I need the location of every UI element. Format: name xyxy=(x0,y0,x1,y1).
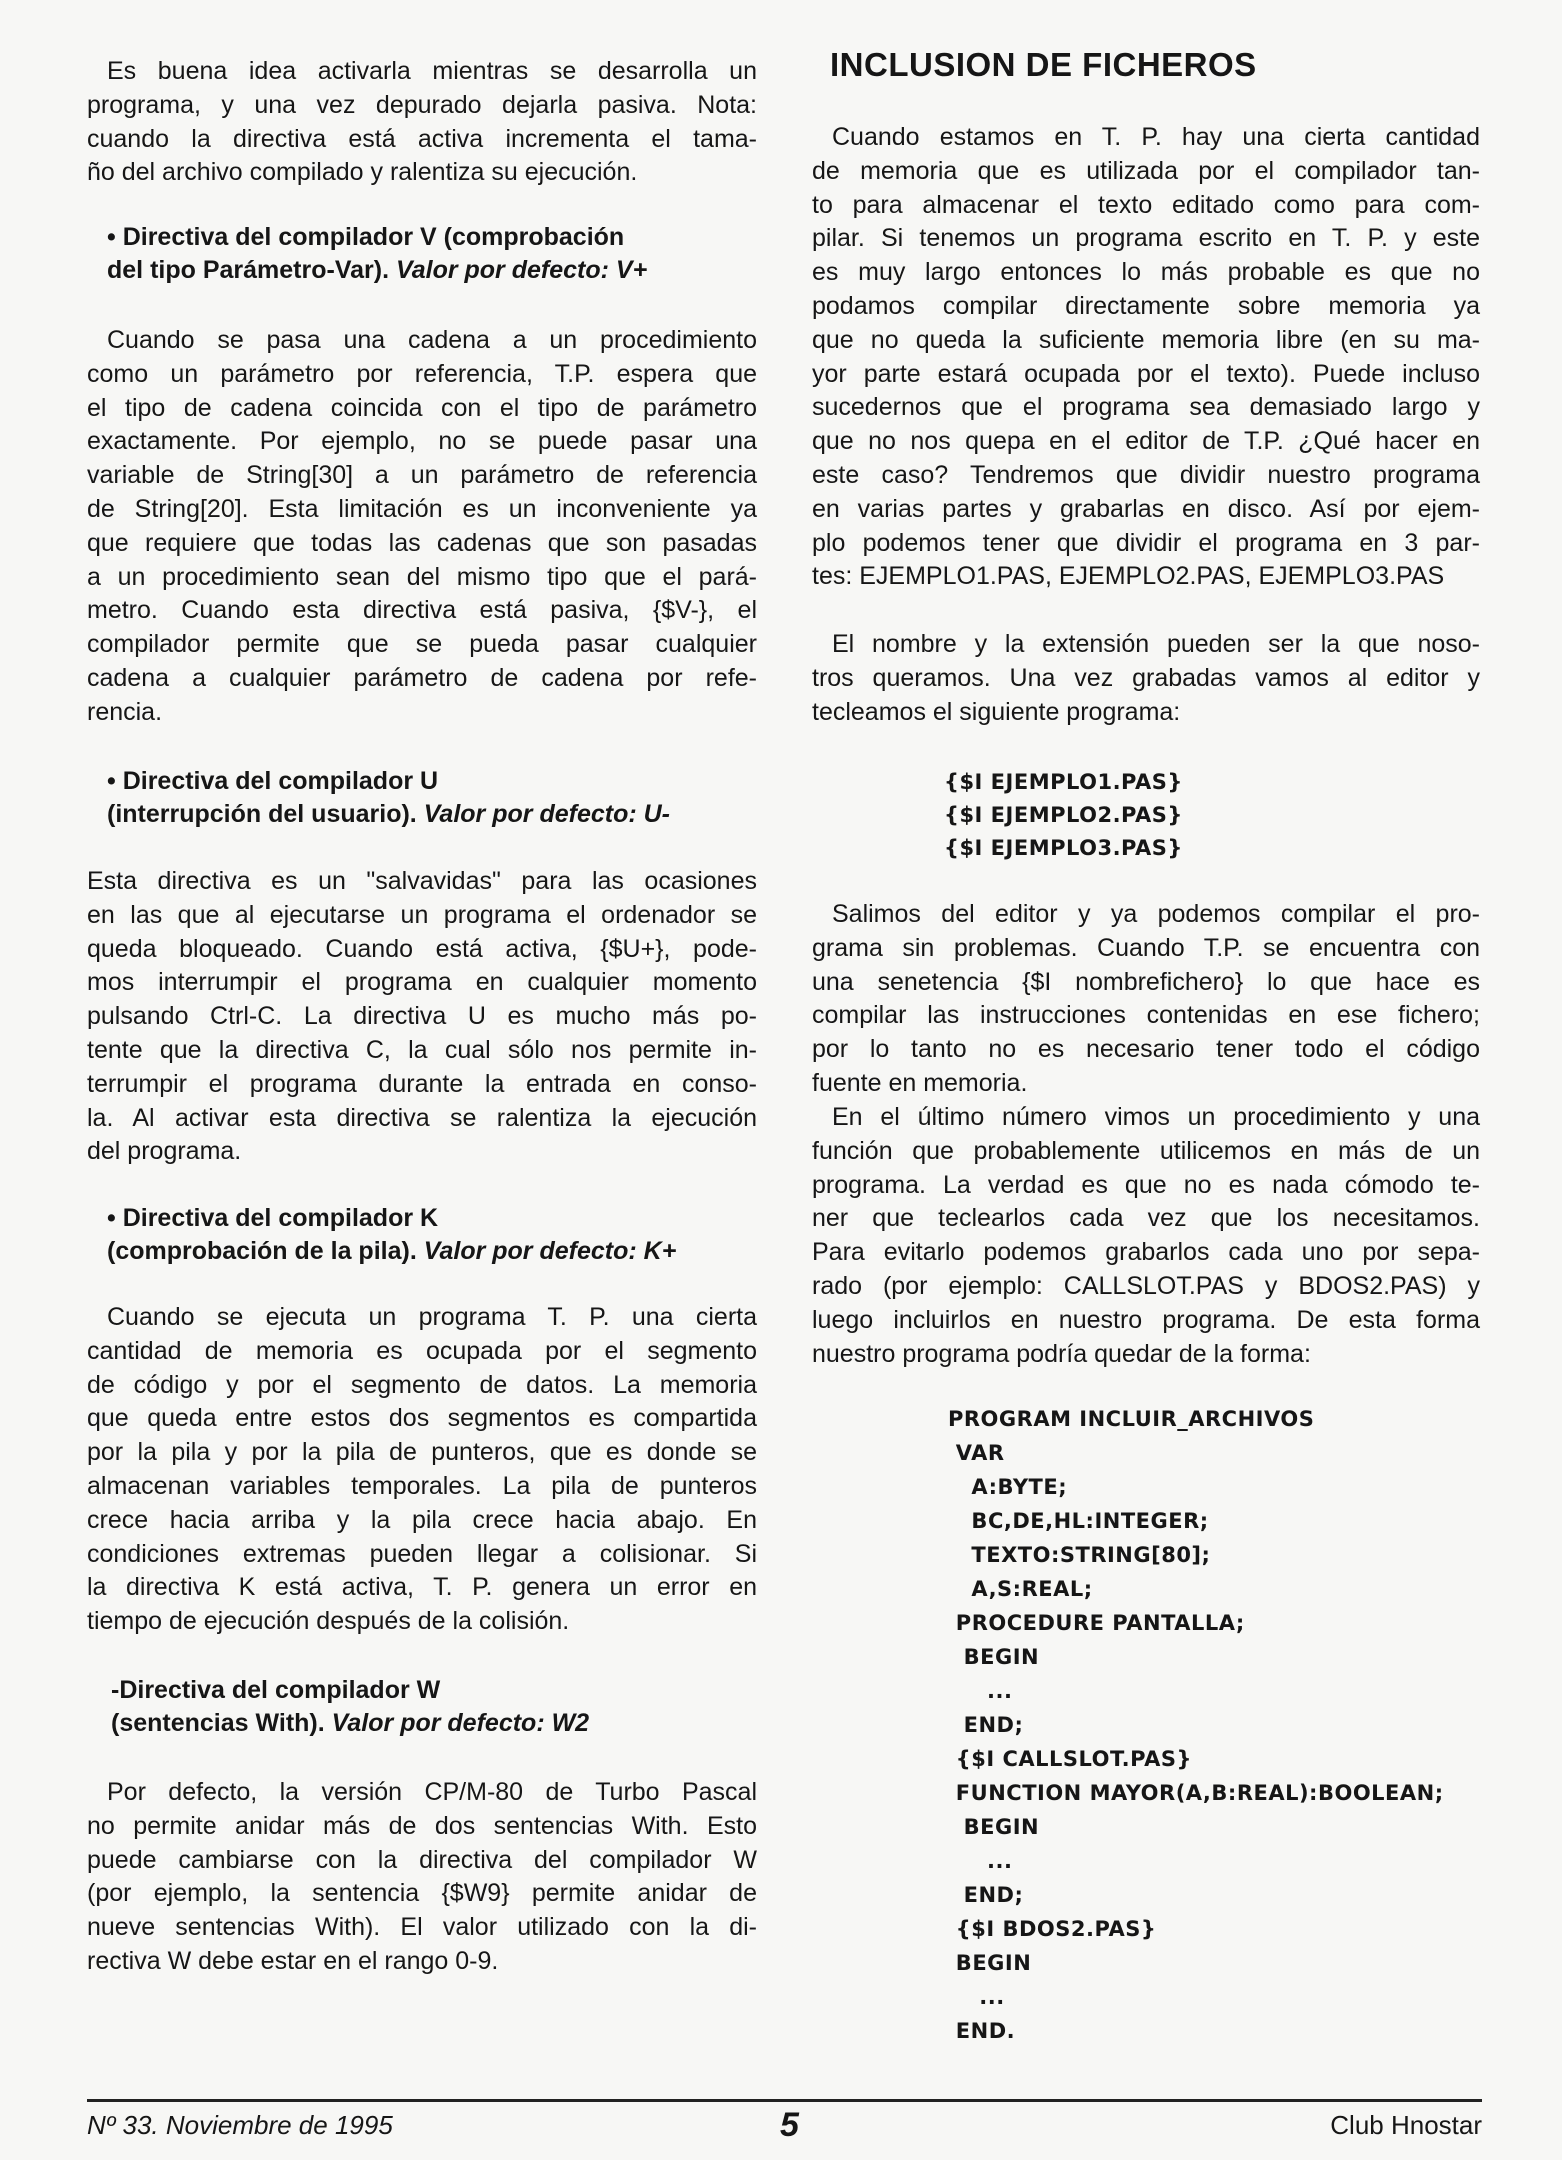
text-line: la. Al activar esta directiva se ralentiza la ejecución xyxy=(87,1103,757,1132)
paragraph-intro xyxy=(87,55,757,190)
text-line: tros queramos. Una vez grabadas vamos al editor y xyxy=(812,663,1480,692)
paragraph-nombre xyxy=(812,628,1480,729)
text-line: rencia. xyxy=(87,697,163,726)
default-value: Valor por defecto: K+ xyxy=(423,1237,677,1265)
code-line: ... xyxy=(948,1849,1013,1873)
text-line: como un parámetro por referencia, T.P. espera que xyxy=(87,359,757,388)
code-line: {$I BDOS2.PAS} xyxy=(948,1917,1157,1941)
text-line: cantidad de memoria es ocupada por el segmento xyxy=(87,1336,757,1365)
paragraph-inclusion xyxy=(812,121,1480,594)
code-program-listing xyxy=(948,1402,1444,2048)
default-value: Valor por defecto: U- xyxy=(423,800,671,828)
text-line: el tipo de cadena coincida con el tipo de parámetro xyxy=(87,393,757,422)
text-line: plo podemos tener que dividir el programa en 3 par- xyxy=(812,528,1480,557)
code-line: A,S:REAL; xyxy=(948,1577,1093,1601)
text-line: este caso? Tendremos que dividir nuestro programa xyxy=(812,460,1480,489)
text-line: nuestro programa podría quedar de la forma: xyxy=(812,1339,1311,1368)
code-line: ... xyxy=(948,1679,1013,1703)
text-line: de String[20]. Esta limitación es un inconveniente ya xyxy=(87,494,757,523)
page-number: 5 xyxy=(780,2106,799,2144)
heading-line: • Directiva del compilador V (comprobación xyxy=(107,223,625,251)
heading-line: -Directiva del compilador W xyxy=(111,1676,441,1704)
heading-line: (sentencias With). xyxy=(111,1709,332,1737)
code-line: END; xyxy=(948,1713,1024,1737)
text-line: compilador permite que se pueda pasar cualquier xyxy=(87,630,757,659)
text-line: (por ejemplo, la sentencia {$W9} permite anidar de xyxy=(87,1879,757,1908)
text-line: compilar las instrucciones contenidas en ese fichero; xyxy=(812,1001,1480,1030)
text-line: del programa. xyxy=(87,1137,242,1166)
text-line: la directiva K está activa, T. P. genera un error en xyxy=(87,1573,757,1602)
code-line: {$I EJEMPLO2.PAS} xyxy=(944,803,1183,827)
text-line: metro. Cuando esta directiva está pasiva, {$V-}, el xyxy=(87,596,757,625)
code-line: PROGRAM INCLUIR_ARCHIVOS xyxy=(948,1407,1315,1431)
text-line: Cuando se ejecuta un programa T. P. una cierta xyxy=(107,1303,757,1331)
text-line: yor parte estará ocupada por el texto). Puede incluso xyxy=(812,359,1480,388)
text-line: nueve sentencias With). El valor utilizado con la di- xyxy=(87,1913,757,1942)
text-line: en las que al ejecutarse un programa el ordenador se xyxy=(87,900,757,929)
text-line: es muy largo entonces lo más probable es que no xyxy=(812,258,1480,287)
text-line: grama sin problemas. Cuando T.P. se encuentra con xyxy=(812,933,1480,962)
footer-issue: Nº 33. Noviembre de 1995 xyxy=(87,2110,393,2140)
text-line: en varias partes y grabarlas en disco. Así por ejem- xyxy=(812,494,1480,523)
text-line: to para almacenar el texto editado como para com- xyxy=(812,190,1480,219)
text-line: sucedernos que el programa sea demasiado largo y xyxy=(812,393,1480,422)
text-line: En el último número vimos un procedimiento y una xyxy=(832,1103,1480,1131)
heading-line: • Directiva del compilador K xyxy=(107,1204,439,1232)
text-line: queda bloqueado. Cuando está activa, {$U+}, pode- xyxy=(87,934,757,963)
text-line: Cuando se pasa una cadena a un procedimiento xyxy=(107,326,757,354)
code-line: BC,DE,HL:INTEGER; xyxy=(948,1509,1209,1533)
text-line: luego incluirlos en nuestro programa. De esta forma xyxy=(812,1305,1480,1334)
text-line: condiciones extremas pueden llegar a colisionar. Si xyxy=(87,1539,757,1568)
text-line: variable de String[30] a un parámetro de referencia xyxy=(87,461,757,490)
text-line: tes: EJEMPLO1.PAS, EJEMPLO2.PAS, EJEMPLO3.PAS xyxy=(812,562,1445,591)
text-line: almacenan variables temporales. La pila de punteros xyxy=(87,1471,757,1500)
heading-line: (interrupción del usuario). xyxy=(107,800,424,828)
text-line: Para evitarlo podemos grabarlos cada uno por sepa- xyxy=(812,1238,1480,1267)
heading-directive-w xyxy=(111,1674,589,1740)
text-line: ner que teclearlos cada vez que los necesitamos. xyxy=(812,1204,1480,1233)
default-value: Valor por defecto: V+ xyxy=(395,256,648,284)
code-line: BEGIN xyxy=(948,1815,1040,1839)
text-line: Por defecto, la versión CP/M-80 de Turbo Pascal xyxy=(107,1778,757,1806)
text-line: programa, y una vez depurado dejarla pasiva. Nota: xyxy=(87,90,757,119)
heading-line: • Directiva del compilador U xyxy=(107,767,439,795)
paragraph-directive-u xyxy=(87,865,757,1169)
text-line: mos interrumpir el programa en cualquier momento xyxy=(87,968,757,997)
text-line: podamos compilar directamente sobre memoria ya xyxy=(812,291,1480,320)
text-line: crece hacia arriba y la pila crece hacia abajo. En xyxy=(87,1505,757,1534)
code-line: FUNCTION MAYOR(A,B:REAL):BOOLEAN; xyxy=(948,1781,1444,1805)
text-line: terrumpir el programa durante la entrada en conso- xyxy=(87,1069,757,1098)
text-line: puede cambiarse con la directiva del compilador W xyxy=(87,1845,757,1874)
text-line: función que probablemente utilicemos en más de un xyxy=(812,1136,1480,1165)
text-line: que queda entre estos dos segmentos es compartida xyxy=(87,1404,757,1433)
code-line: END. xyxy=(948,2019,1016,2043)
text-line: tente que la directiva C, la cual sólo nos permite in- xyxy=(87,1035,757,1064)
code-line: BEGIN xyxy=(948,1951,1032,1975)
text-line: que no nos quepa en el editor de T.P. ¿Qué hacer en xyxy=(812,427,1480,456)
code-line: A:BYTE; xyxy=(948,1475,1068,1499)
paragraph-directive-w xyxy=(87,1776,757,1979)
text-line: cadena a cualquier parámetro de cadena por refe- xyxy=(87,663,757,692)
text-line: a un procedimiento sean del mismo tipo que el pará- xyxy=(87,562,757,591)
paragraph-salimos xyxy=(812,898,1480,1101)
text-line: por lo tanto no es necesario tener todo el código xyxy=(812,1035,1480,1064)
code-line: TEXTO:STRING[80]; xyxy=(948,1543,1211,1567)
code-line: PROCEDURE PANTALLA; xyxy=(948,1611,1245,1635)
heading-directive-k xyxy=(107,1202,676,1268)
text-line: rectiva W debe estar en el rango 0-9. xyxy=(87,1946,499,1975)
text-line: tecleamos el siguiente programa: xyxy=(812,697,1181,726)
heading-directive-v xyxy=(107,221,647,287)
code-line: VAR xyxy=(948,1441,1005,1465)
footer-rule xyxy=(87,2099,1482,2102)
text-line: una senetencia {$I nombrefichero} lo que hace es xyxy=(812,967,1480,996)
text-line: de código y por el segmento de datos. La memoria xyxy=(87,1370,757,1399)
text-line: exactamente. Por ejemplo, no se puede pasar una xyxy=(87,427,757,456)
text-line: Salimos del editor y ya podemos compilar el pro- xyxy=(832,900,1480,928)
text-line: fuente en memoria. xyxy=(812,1068,1028,1097)
heading-line: (comprobación de la pila). xyxy=(107,1237,424,1265)
section-title: INCLUSION DE FICHEROS xyxy=(830,46,1257,83)
text-line: no permite anidar más de dos sentencias With. Esto xyxy=(87,1811,757,1840)
text-line: Es buena idea activarla mientras se desarrolla un xyxy=(107,57,757,85)
text-line: Esta directiva es un "salvavidas" para las ocasiones xyxy=(87,867,757,895)
text-line: por la pila y por la pila de punteros, que es donde se xyxy=(87,1438,757,1467)
paragraph-directive-k xyxy=(87,1301,757,1639)
text-line: El nombre y la extensión pueden ser la que noso- xyxy=(832,630,1480,658)
default-value: Valor por defecto: W2 xyxy=(331,1709,590,1737)
heading-line: del tipo Parámetro-Var). xyxy=(107,256,396,284)
code-line: {$I EJEMPLO3.PAS} xyxy=(944,836,1183,860)
heading-directive-u xyxy=(107,765,670,831)
code-line: BEGIN xyxy=(948,1645,1040,1669)
code-line: END; xyxy=(948,1883,1024,1907)
footer-club: Club Hnostar xyxy=(1330,2110,1482,2140)
paragraph-directive-v xyxy=(87,324,757,730)
text-line: programa. La verdad es que no es nada cómodo te- xyxy=(812,1170,1480,1199)
code-line: {$I EJEMPLO1.PAS} xyxy=(944,770,1183,794)
paragraph-ultimo-numero xyxy=(812,1101,1480,1371)
text-line: que no queda la suficiente memoria libre (en su ma- xyxy=(812,325,1480,354)
text-line: ño del archivo compilado y ralentiza su ejecución. xyxy=(87,158,638,187)
text-line: Cuando estamos en T. P. hay una cierta cantidad xyxy=(832,123,1480,151)
text-line: de memoria que es utilizada por el compilador tan- xyxy=(812,156,1480,185)
text-line: pulsando Ctrl-C. La directiva U es mucho más po- xyxy=(87,1002,757,1031)
code-line: {$I CALLSLOT.PAS} xyxy=(948,1747,1192,1771)
text-line: pilar. Si tenemos un programa escrito en T. P. y este xyxy=(812,224,1480,253)
code-include-example xyxy=(944,766,1183,865)
code-line: ... xyxy=(948,1985,1005,2009)
text-line: tiempo de ejecución después de la colisión. xyxy=(87,1607,570,1636)
text-line: rado (por ejemplo: CALLSLOT.PAS y BDOS2.PAS) y xyxy=(812,1271,1480,1300)
text-line: cuando la directiva está activa incrementa el tama- xyxy=(87,124,757,153)
text-line: que requiere que todas las cadenas que son pasadas xyxy=(87,528,757,557)
